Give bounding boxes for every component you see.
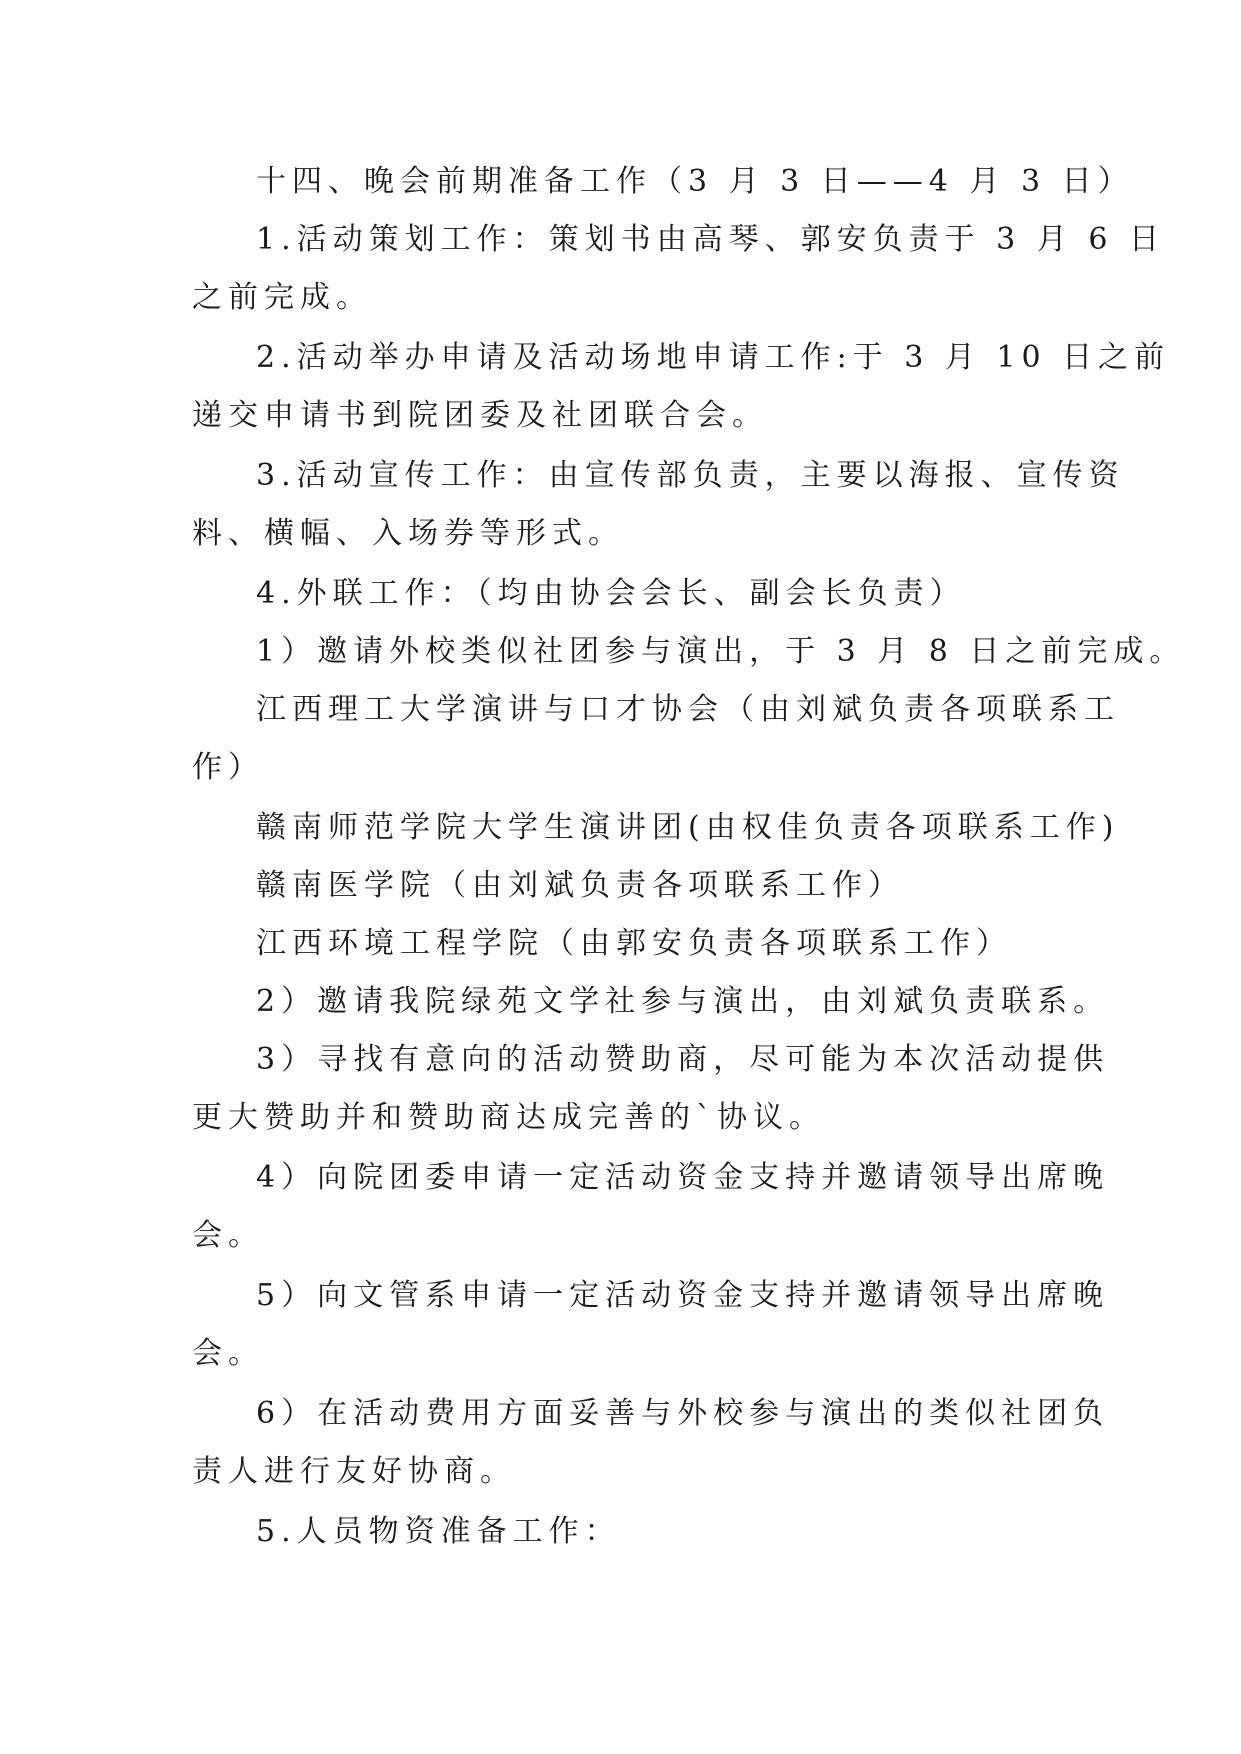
item-2-line-2: 递交申请书到院团委及社团联合会。 xyxy=(192,398,768,433)
item-5-heading: 5.人员物资准备工作： xyxy=(256,1514,621,1549)
contact-entry: 赣南师范学院大学生演讲团(由权佳负责各项联系工作) xyxy=(256,810,1120,845)
subitem-2: 2）邀请我院绿苑文学社参与演出，由刘斌负责联系。 xyxy=(256,984,1110,1019)
item-1-line-2: 之前完成。 xyxy=(192,280,372,315)
subitem-3-line-2: 更大赞助并和赞助商达成完善的`协议。 xyxy=(192,1100,825,1135)
item-4-heading: 4.外联工作：（均由协会会长、副会长负责） xyxy=(256,576,966,611)
item-3-line-2: 料、横幅、入场券等形式。 xyxy=(192,516,624,551)
subitem-6-line-2: 责人进行友好协商。 xyxy=(192,1454,516,1489)
section-heading: 十四、晚会前期准备工作（3 月 3 日——4 月 3 日） xyxy=(256,164,1134,199)
contact-entry-line-2: 作） xyxy=(192,750,264,785)
document-body xyxy=(192,163,1186,1551)
contact-entry-line-1: 江西理工大学演讲与口才协会（由刘斌负责各项联系工 xyxy=(256,692,1120,727)
contact-entry: 江西环境工程学院（由郭安负责各项联系工作） xyxy=(256,926,1012,961)
contact-entry: 赣南医学院（由刘斌负责各项联系工作） xyxy=(256,868,904,903)
subitem-4-line-2: 会。 xyxy=(192,1218,264,1253)
subitem-5-line-2: 会。 xyxy=(192,1336,264,1371)
subitem-1: 1）邀请外校类似社团参与演出，于 3 月 8 日之前完成。 xyxy=(256,634,1186,669)
subitem-3-line-1: 3）寻找有意向的活动赞助商，尽可能为本次活动提供 xyxy=(256,1042,1110,1077)
subitem-5-line-1: 5）向文管系申请一定活动资金支持并邀请领导出席晚 xyxy=(256,1278,1110,1313)
subitem-6-line-1: 6）在活动费用方面妥善与外校参与演出的类似社团负 xyxy=(256,1396,1110,1431)
item-1-line-1: 1.活动策划工作：策划书由高琴、郭安负责于 3 月 6 日 xyxy=(256,222,1165,257)
item-2-line-1: 2.活动举办申请及活动场地申请工作:于 3 月 10 日之前 xyxy=(256,340,1171,375)
item-3-line-1: 3.活动宣传工作：由宣传部负责，主要以海报、宣传资 xyxy=(256,458,1125,493)
subitem-4-line-1: 4）向院团委申请一定活动资金支持并邀请领导出席晚 xyxy=(256,1160,1110,1195)
